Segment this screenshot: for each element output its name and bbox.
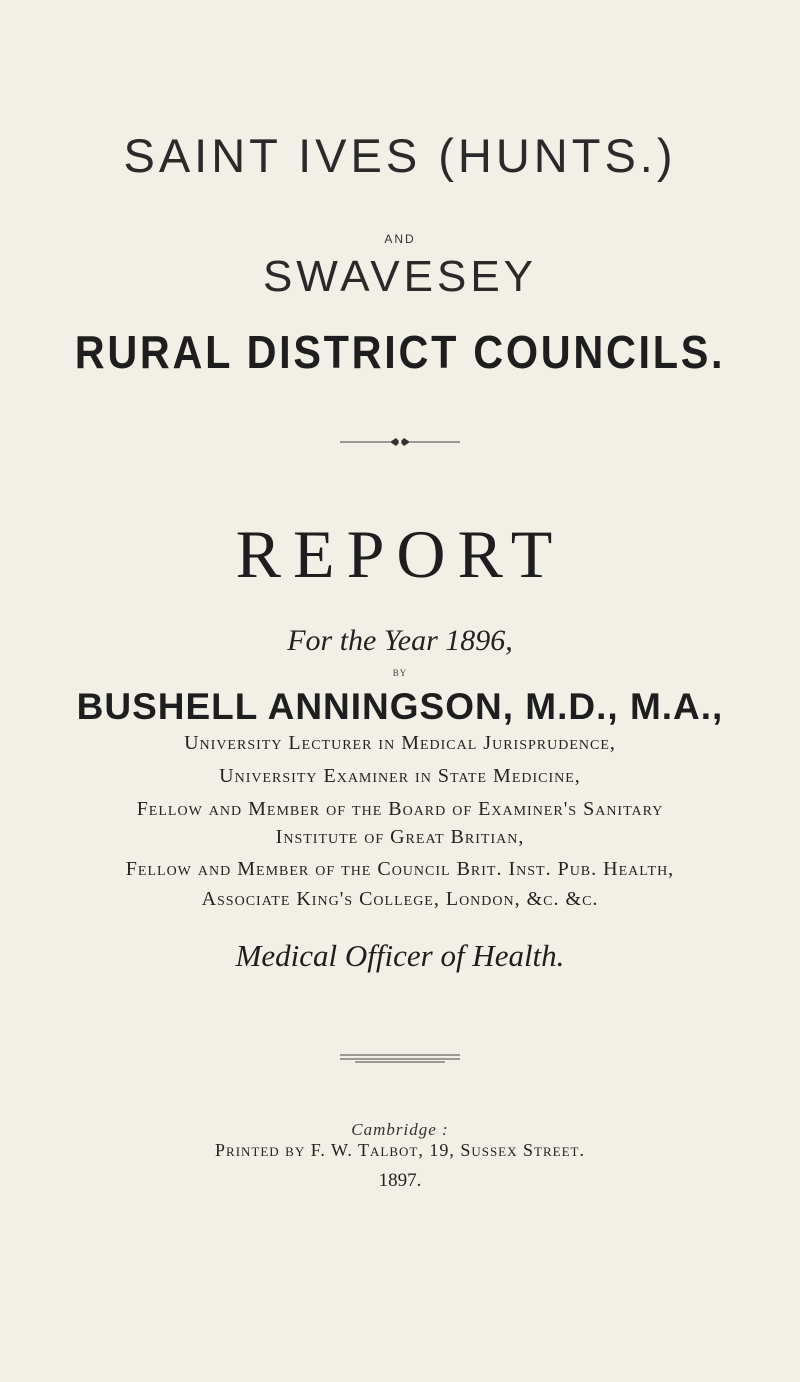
author-name: BUSHELL ANNINGSON, M.D., M.A., — [76, 686, 724, 727]
byline-label: BY — [392, 668, 408, 678]
credential-line: University Lecturer in Medical Jurisprudence, — [184, 732, 616, 754]
credential-line: University Examiner in State Medicine, — [219, 765, 581, 787]
credential-line: Institute of Great Britian, — [275, 826, 525, 848]
imprint-city: Cambridge : — [351, 1120, 449, 1139]
title-line-swavesey: SWAVESEY — [262, 252, 538, 301]
author-role: Medical Officer of Health. — [235, 938, 565, 973]
imprint-year: 1897. — [378, 1170, 422, 1191]
title-line-councils: RURAL DISTRICT COUNCILS. — [74, 326, 726, 378]
title-line-saint-ives: SAINT IVES (HUNTS.) — [123, 129, 677, 182]
title-conjunction: AND — [384, 232, 416, 246]
report-year: For the Year 1896, — [287, 624, 513, 657]
credential-line: Fellow and Member of the Board of Examiner's Sanitary — [136, 798, 664, 820]
credential-line: Fellow and Member of the Council Brit. Inst. Pub. Health, — [125, 858, 675, 880]
credential-line: Associate King's College, London, &c. &c. — [201, 888, 599, 910]
ornament-divider-icon — [340, 435, 460, 449]
imprint-printer: Printed by F. W. Talbot, 19, Sussex Street. — [215, 1140, 585, 1160]
double-rule-divider — [340, 1052, 460, 1064]
report-heading: REPORT — [235, 516, 565, 592]
